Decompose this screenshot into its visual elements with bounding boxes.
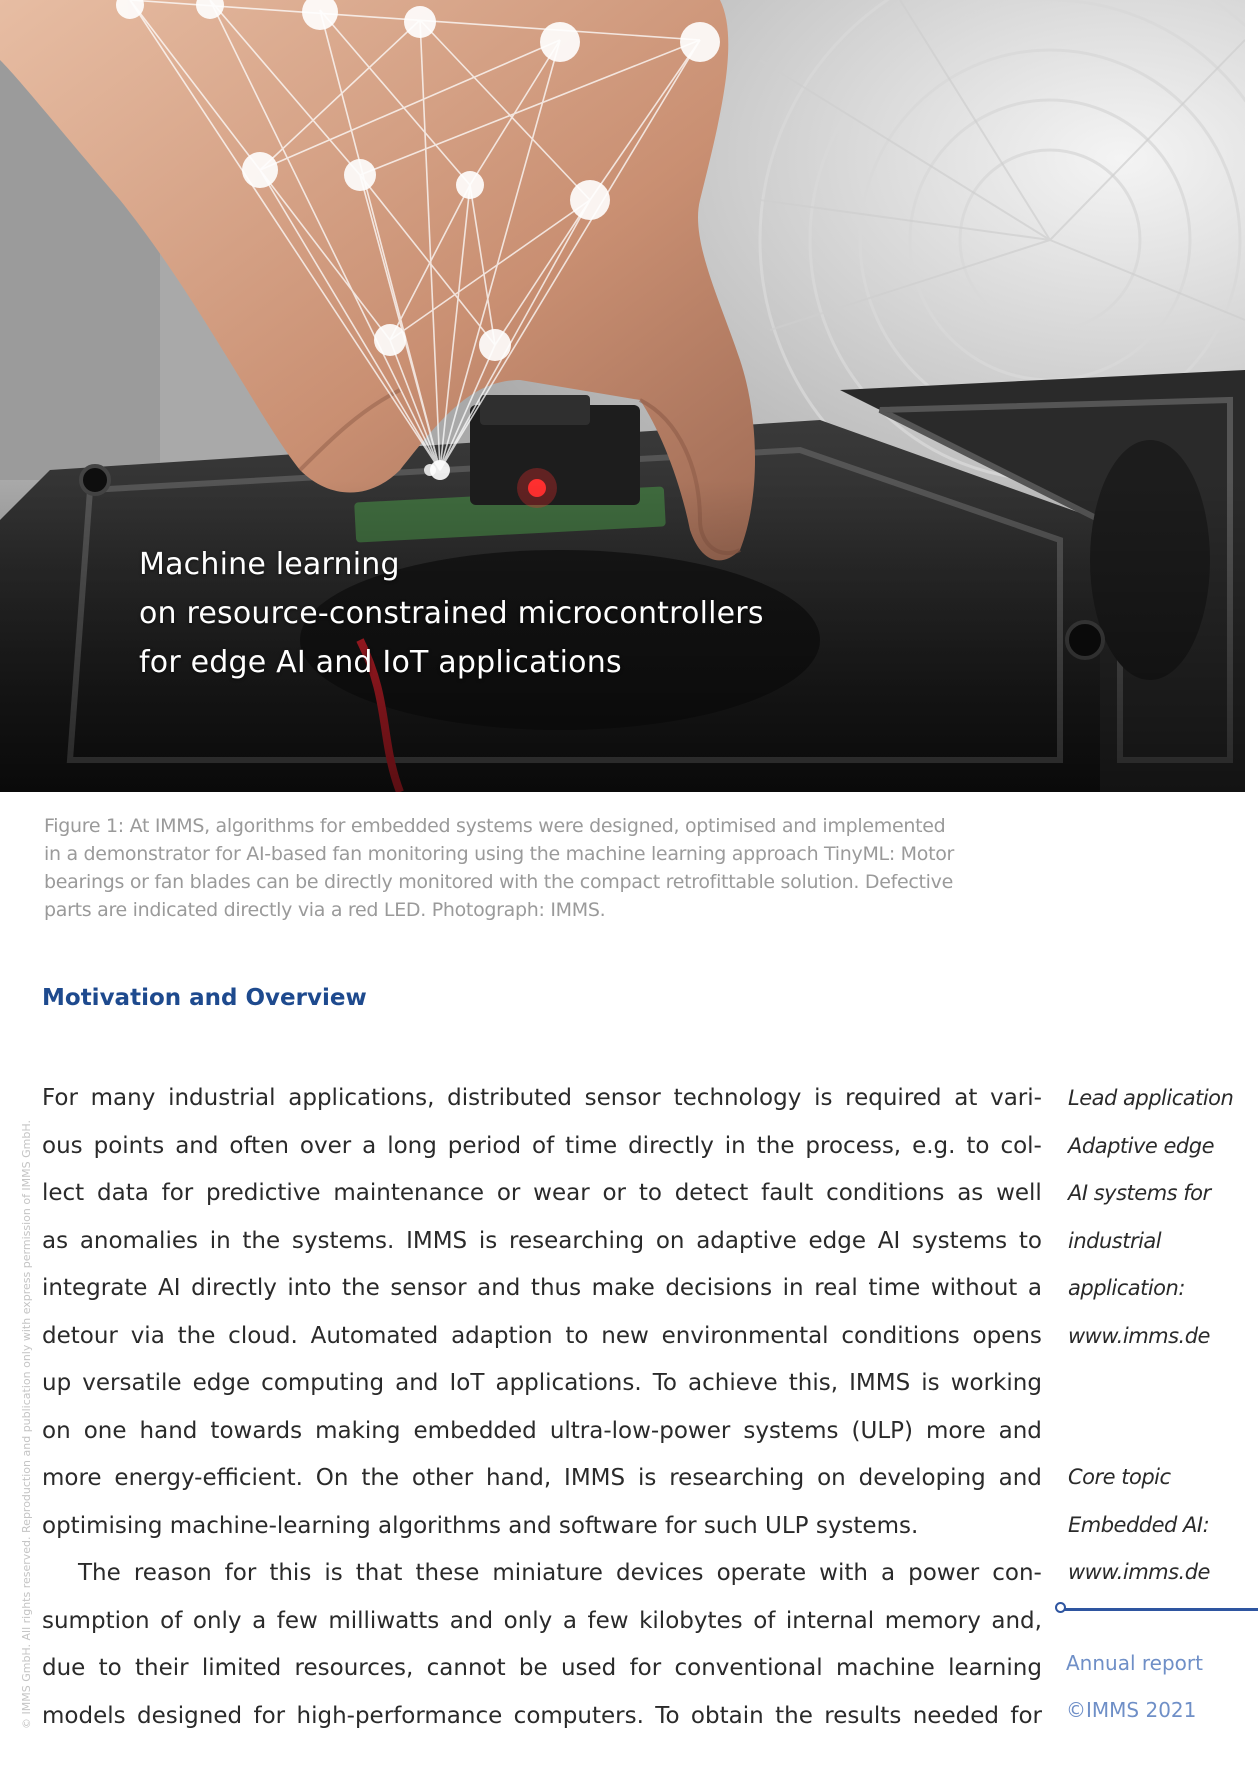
body-word: hand <box>139 1417 198 1444</box>
body-word: a <box>1027 1275 1042 1301</box>
body-word: many <box>90 1085 156 1111</box>
body-word: up <box>42 1370 72 1396</box>
hero-title-line: for edge AI and IoT applications <box>139 645 622 680</box>
body-word: in <box>782 1275 804 1301</box>
body-word: internal <box>785 1607 875 1634</box>
body-word: on <box>655 1227 685 1254</box>
body-word: computers. <box>513 1702 644 1729</box>
body-word: few <box>587 1607 629 1634</box>
body-word: results <box>824 1702 902 1729</box>
body-word: opens <box>972 1322 1042 1349</box>
body-word: milliwatts <box>328 1607 440 1634</box>
body-word: is <box>921 1370 940 1396</box>
body-word: versatile <box>82 1370 182 1396</box>
body-line <box>42 1550 1042 1598</box>
body-word: time <box>565 1132 618 1159</box>
body-word: with <box>819 1560 868 1586</box>
margin-note-lead-application <box>1068 1075 1258 1360</box>
body-word: the <box>361 1465 400 1491</box>
body-word: the <box>342 1275 380 1301</box>
body-word: only <box>192 1607 242 1634</box>
body-word: more <box>42 1465 102 1491</box>
body-word: sensor <box>390 1275 467 1301</box>
body-line <box>42 1313 1042 1361</box>
body-word: con- <box>992 1560 1042 1586</box>
body-word: systems <box>743 1417 839 1444</box>
body-word: (ULP) <box>851 1417 913 1444</box>
body-word: for <box>629 1655 662 1681</box>
body-word: col- <box>1000 1132 1042 1159</box>
body-word: applications. <box>495 1370 642 1396</box>
body-word: for <box>1010 1702 1042 1729</box>
section-heading: Motivation and Overview <box>42 985 367 1011</box>
body-word: in <box>724 1132 746 1159</box>
body-word: directly <box>628 1132 714 1159</box>
hero-title <box>139 540 764 687</box>
body-line <box>42 1645 1042 1693</box>
body-word: on <box>817 1465 846 1491</box>
body-word: sumption <box>42 1607 150 1634</box>
body-word: to <box>638 1180 662 1206</box>
body-word: few <box>276 1607 318 1634</box>
body-word: IoT <box>449 1370 485 1396</box>
body-word: the <box>177 1322 216 1349</box>
body-word: and <box>998 1465 1042 1491</box>
body-word: lect <box>42 1180 85 1206</box>
body-word: fault <box>761 1180 814 1206</box>
body-word: systems <box>912 1227 1008 1254</box>
body-word: operate <box>716 1560 807 1586</box>
body-word: that <box>355 1560 403 1586</box>
hero-title-line: Machine learning <box>139 547 400 582</box>
body-word: computing <box>261 1370 385 1396</box>
body-word: energy-efficient. <box>114 1465 303 1491</box>
body-word: models <box>42 1702 126 1729</box>
body-line <box>42 1408 1042 1456</box>
margin-note-line: Core topic <box>1068 1465 1171 1489</box>
body-word: cloud. <box>228 1322 298 1349</box>
body-word: period <box>447 1132 522 1159</box>
body-word: edge <box>808 1227 866 1254</box>
body-word: learning <box>948 1655 1042 1681</box>
body-word: ous <box>42 1132 83 1159</box>
body-word: this <box>269 1560 312 1586</box>
hero-photograph <box>0 0 1245 792</box>
body-word: The <box>78 1560 121 1586</box>
body-word: and <box>998 1417 1042 1444</box>
body-word: and <box>395 1370 439 1396</box>
body-word: For <box>42 1085 78 1111</box>
margin-note-line: Embedded AI: <box>1068 1512 1210 1537</box>
body-word: predictive <box>206 1180 321 1206</box>
body-line <box>42 1170 1042 1218</box>
body-word: a <box>562 1607 577 1634</box>
body-word: sensor <box>584 1085 661 1111</box>
body-word: hand, <box>486 1465 552 1491</box>
body-word: developing <box>858 1465 986 1491</box>
body-word: miniature <box>492 1560 603 1586</box>
body-line <box>42 1360 1042 1408</box>
body-word: detour <box>42 1322 118 1349</box>
caption-line: parts are indicated directly via a red LED. Photograph: IMMS. <box>44 899 606 921</box>
body-word: is <box>814 1085 833 1111</box>
body-word: technology <box>673 1085 802 1111</box>
body-word: To <box>655 1702 680 1729</box>
body-word: a <box>880 1560 896 1586</box>
body-word: used <box>560 1655 617 1681</box>
body-word: at <box>954 1085 978 1111</box>
footer-rule-dot <box>1055 1602 1066 1613</box>
body-word: required <box>845 1085 942 1111</box>
body-word: points <box>93 1132 165 1159</box>
body-word: achieve <box>688 1370 778 1396</box>
body-word: of <box>532 1132 555 1159</box>
body-word: without <box>930 1275 1018 1301</box>
body-line <box>42 1218 1042 1266</box>
margin-note-link[interactable]: www.imms.de <box>1068 1323 1210 1348</box>
body-word: in <box>209 1227 231 1254</box>
body-word: embedded <box>413 1417 537 1444</box>
body-word: conditions <box>841 1322 960 1349</box>
body-word: systems. <box>291 1227 395 1254</box>
body-word: to <box>98 1655 122 1681</box>
body-word: adaption <box>451 1322 553 1349</box>
body-word: IMMS <box>849 1370 911 1396</box>
body-word: for <box>253 1702 286 1729</box>
body-word: other <box>411 1465 474 1491</box>
body-word: is <box>478 1227 498 1254</box>
body-word: researching <box>509 1227 645 1254</box>
body-word: of <box>160 1607 183 1634</box>
body-word: the <box>775 1702 813 1729</box>
caption-line: Figure 1: At IMMS, algorithms for embedded systems were designed, optimised and implemented <box>44 815 946 837</box>
body-word: and <box>449 1607 494 1634</box>
body-word: to <box>1018 1227 1042 1254</box>
body-word: to <box>966 1132 990 1159</box>
body-word: is <box>324 1560 343 1586</box>
body-word: obtain <box>690 1702 764 1729</box>
body-word: researching <box>669 1465 805 1491</box>
body-text <box>42 1075 1042 1740</box>
body-word: needed <box>912 1702 999 1729</box>
body-word: applications, <box>288 1085 435 1111</box>
body-word: AI <box>158 1275 181 1301</box>
body-word: on <box>42 1417 71 1444</box>
body-word: reason <box>133 1560 212 1586</box>
body-word: wear <box>533 1180 590 1206</box>
body-word: directly <box>191 1275 277 1301</box>
body-word: long <box>387 1132 437 1159</box>
body-word: make <box>591 1275 655 1301</box>
body-word: their <box>135 1655 189 1681</box>
body-word: as <box>42 1227 69 1254</box>
body-word: AI <box>877 1227 901 1254</box>
body-word: this, <box>788 1370 839 1396</box>
body-word: is <box>637 1465 657 1491</box>
body-line <box>42 1693 1042 1741</box>
body-word: one <box>83 1417 127 1444</box>
body-word: to <box>565 1322 589 1349</box>
body-word: decisions <box>665 1275 773 1301</box>
body-word: resources, <box>294 1655 414 1681</box>
body-word: limited <box>201 1655 282 1681</box>
body-line <box>42 1455 1042 1503</box>
body-line <box>42 1123 1042 1171</box>
body-word: kilobytes <box>639 1607 743 1634</box>
margin-note-line: Lead application <box>1068 1086 1234 1110</box>
margin-note-line: application: <box>1068 1276 1185 1300</box>
body-word: due <box>42 1655 86 1681</box>
footer-line: Annual report <box>1066 1651 1203 1675</box>
body-word: environmental <box>661 1322 829 1349</box>
margin-note-line: Adaptive edge <box>1068 1133 1214 1158</box>
body-word: industrial <box>168 1085 276 1111</box>
body-word: be <box>518 1655 548 1681</box>
caption-line: in a demonstrator for AI-based fan monitoring using the machine learning approach TinyML: Motor <box>44 843 955 865</box>
figure-caption <box>44 812 1044 924</box>
body-word: vari- <box>990 1085 1042 1111</box>
body-word: time <box>868 1275 921 1301</box>
body-word: devices <box>616 1560 704 1586</box>
body-word: On <box>315 1465 349 1491</box>
body-word: adaptive <box>696 1227 797 1254</box>
body-word: for <box>161 1180 194 1206</box>
body-word: detect <box>674 1180 749 1206</box>
footer-annual-report <box>1066 1640 1203 1734</box>
footer-line: ©IMMS 2021 <box>1066 1698 1197 1722</box>
body-word: IMMS <box>406 1227 468 1254</box>
body-word: well <box>996 1180 1042 1206</box>
body-word: and <box>477 1275 521 1301</box>
body-word: real <box>814 1275 858 1301</box>
body-word: To <box>652 1370 677 1396</box>
body-word: via <box>130 1322 165 1349</box>
body-line: optimising machine-learning algorithms and software for such ULP systems. <box>42 1512 919 1539</box>
body-word: or <box>602 1180 627 1206</box>
body-word: into <box>287 1275 332 1301</box>
body-word: towards <box>210 1417 303 1444</box>
body-line <box>42 1075 1042 1123</box>
body-word: data <box>97 1180 149 1206</box>
body-word: distributed <box>447 1085 572 1111</box>
vertical-copyright: © IMMS GmbH. All rights reserved. Reproduction and publication only with express permission of IMMS GmbH. <box>20 1120 33 1729</box>
body-word: often <box>229 1132 289 1159</box>
body-word: over <box>299 1132 352 1159</box>
body-word: designed <box>137 1702 243 1729</box>
body-word: edge <box>192 1370 251 1396</box>
body-word: high-performance <box>296 1702 503 1729</box>
body-word: conventional <box>674 1655 823 1681</box>
body-word: and <box>175 1132 219 1159</box>
margin-note-line: AI systems for <box>1068 1181 1211 1205</box>
body-word: a <box>252 1607 267 1634</box>
body-line <box>42 1265 1042 1313</box>
margin-note-core-topic <box>1068 1454 1258 1597</box>
body-word: more <box>926 1417 986 1444</box>
body-word: the <box>756 1132 795 1159</box>
caption-line: bearings or fan blades can be directly monitored with the compact retrofittable solution. Defective <box>44 871 953 893</box>
body-word: conditions <box>826 1180 945 1206</box>
body-word: for <box>224 1560 257 1586</box>
body-word: anomalies <box>79 1227 198 1254</box>
body-word: only <box>503 1607 553 1634</box>
body-word: ultra-low-power <box>549 1417 731 1444</box>
margin-note-line: industrial <box>1068 1228 1162 1253</box>
hero-title-line: on resource-constrained microcontrollers <box>139 596 764 631</box>
body-word: new <box>601 1322 649 1349</box>
body-word: memory <box>884 1607 981 1634</box>
body-word: these <box>415 1560 480 1586</box>
body-word: machine <box>835 1655 935 1681</box>
body-word: maintenance <box>333 1180 485 1206</box>
body-word: Automated <box>310 1322 439 1349</box>
body-word: or <box>496 1180 521 1206</box>
body-word: the <box>242 1227 281 1254</box>
margin-note-link[interactable]: www.imms.de <box>1068 1560 1210 1584</box>
body-word: working <box>950 1370 1042 1396</box>
footer-rule <box>1058 1608 1258 1611</box>
body-word: thus <box>530 1275 582 1301</box>
body-word: power <box>908 1560 980 1586</box>
body-word: IMMS <box>564 1465 626 1491</box>
body-word: and, <box>991 1607 1042 1634</box>
body-word: cannot <box>426 1655 506 1681</box>
body-line <box>42 1598 1042 1646</box>
body-word: integrate <box>42 1275 148 1301</box>
body-word: making <box>315 1417 401 1444</box>
body-word: as <box>957 1180 984 1206</box>
body-word: process, <box>805 1132 902 1159</box>
body-word: e.g. <box>912 1132 956 1159</box>
body-word: a <box>362 1132 377 1159</box>
body-word: of <box>753 1607 776 1634</box>
